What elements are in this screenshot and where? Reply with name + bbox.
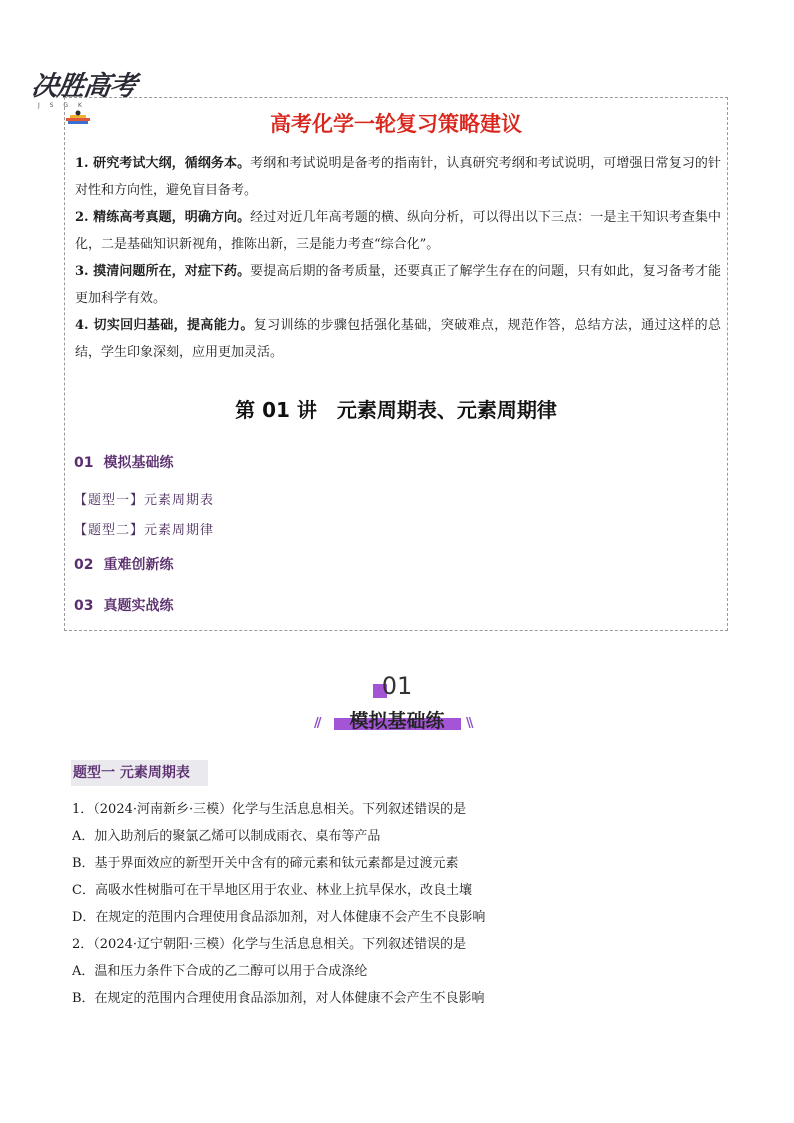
right-slash-decoration: \\	[466, 716, 472, 731]
question-1-option-d: D．在规定的范围内合理使用食品添加剂，对人体健康不会产生不良影响	[72, 910, 486, 925]
section-title: 模拟基础练	[349, 710, 445, 732]
strategy-item-bold: 4. 切实回归基础，提高能力。	[75, 318, 254, 333]
question-1-option-a: A．加入助剂后的聚氯乙烯可以制成雨衣、桌布等产品	[72, 829, 381, 844]
toc-label: 真题实战练	[103, 598, 174, 614]
strategy-item-text: 要提高后期的备考质量，还要真正了解学生存在的问题，只有如此，复习备考才能更加科学有效。	[75, 264, 721, 306]
question-1-option-c: C．高吸水性树脂可在干旱地区用于农业、林业上抗旱保水，改良土壤	[72, 883, 472, 898]
left-slash-decoration: //	[314, 716, 320, 731]
strategy-item-3	[75, 258, 721, 312]
toc-label: 重难创新练	[103, 557, 174, 573]
strategy-item-1	[75, 150, 721, 204]
toc-item-03[interactable]	[74, 595, 173, 615]
toc-item-02[interactable]	[74, 554, 173, 574]
logo-subtext: J S G K	[38, 102, 86, 109]
strategy-item-text: 考纲和考试说明是备考的指南针，认真研究考纲和考试说明，可增强日常复习的针对性和方向性，避免盲目备考。	[75, 156, 721, 198]
logo-text: 决胜高考	[29, 71, 138, 102]
lecture-title: 第 01 讲 元素周期表、元素周期律	[235, 398, 557, 422]
question-1-stem: 1．（2024·河南新乡·三模）化学与生活息息相关。下列叙述错误的是	[72, 802, 467, 817]
question-1-option-b: B．基于界面效应的新型开关中含有的碲元素和钛元素都是过渡元素	[72, 856, 459, 871]
strategy-item-2	[75, 204, 721, 258]
question-2-stem: 2．（2024·辽宁朝阳·三模）化学与生活息息相关。下列叙述错误的是	[72, 937, 467, 952]
toc-subitem-type1[interactable]: 【题型一】元素周期表	[74, 493, 215, 508]
strategy-item-4	[75, 312, 721, 366]
question-type-heading: 题型一 元素周期表	[71, 760, 208, 786]
toc-num: 03	[74, 598, 94, 614]
strategy-item-bold: 1. 研究考试大纲，循纲务本。	[75, 156, 251, 171]
toc-subitem-type2[interactable]: 【题型二】元素周期律	[74, 523, 215, 538]
section-number: 01	[381, 672, 413, 700]
toc-num: 01	[74, 455, 94, 471]
strategy-item-text: 经过对近几年高考题的横、纵向分析，可以得出以下三点：一是主干知识考查集中化，二是基础知识新视角，推陈出新，三是能力考查“综合化”。	[75, 210, 721, 252]
toc-item-01[interactable]	[74, 452, 173, 472]
strategy-title: 高考化学一轮复习策略建议	[270, 112, 522, 136]
toc-num: 02	[74, 557, 94, 573]
strategy-box	[64, 97, 728, 631]
question-2-option-a: A．温和压力条件下合成的乙二醇可以用于合成涤纶	[72, 964, 368, 979]
question-2-option-b: B．在规定的范围内合理使用食品添加剂，对人体健康不会产生不良影响	[72, 991, 485, 1006]
strategy-item-bold: 2. 精练高考真题，明确方向。	[75, 210, 251, 225]
toc-label: 模拟基础练	[103, 455, 174, 471]
strategy-item-bold: 3. 摸清问题所在，对症下药。	[75, 264, 251, 279]
strategy-item-text: 复习训练的步骤包括强化基础，突破难点，规范作答，总结方法，通过这样的总结，学生印象深刻，应用更加灵活。	[75, 318, 721, 360]
